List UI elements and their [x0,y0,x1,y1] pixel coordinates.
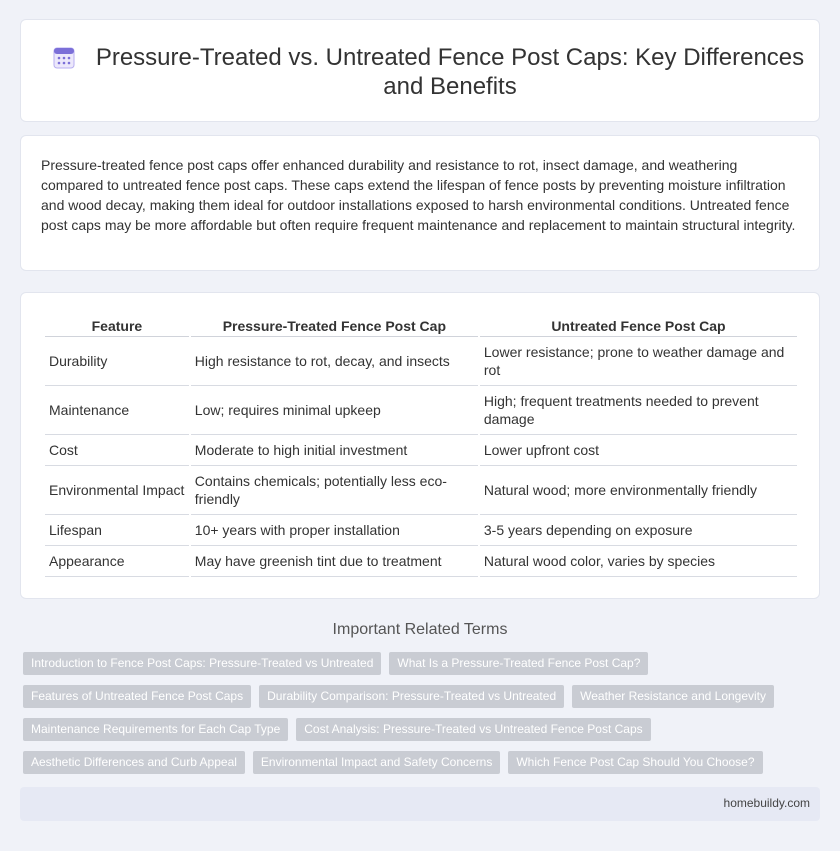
table-header-pressure-treated: Pressure-Treated Fence Post Cap [191,316,478,337]
page-title: Pressure-Treated vs. Untreated Fence Post Caps: Key Differences and Benefits [95,44,805,100]
table-row [45,435,797,466]
table-cell-feature: Lifespan [45,515,189,546]
table-cell-pressure-treated: Contains chemicals; potentially less eco-friendly [191,466,478,515]
table-cell-feature: Durability [45,337,189,386]
table-cell-untreated: High; frequent treatments needed to prevent damage [480,386,797,435]
related-term-tag[interactable]: Environmental Impact and Safety Concerns [253,751,500,774]
table-cell-pressure-treated: Moderate to high initial investment [191,435,478,466]
table-row [45,337,797,386]
intro-card [20,135,820,271]
footer [20,787,820,821]
table-cell-feature: Cost [45,435,189,466]
table-row [45,515,797,546]
related-term-tag[interactable]: Durability Comparison: Pressure-Treated vs Untreated [259,685,564,708]
related-terms-title: Important Related Terms [332,621,508,638]
table-cell-pressure-treated: Low; requires minimal upkeep [191,386,478,435]
related-term-tag[interactable]: Which Fence Post Cap Should You Choose? [508,751,762,774]
table-cell-feature: Appearance [45,546,189,577]
related-term-tag[interactable]: Maintenance Requirements for Each Cap Type [23,718,288,741]
related-term-tag[interactable]: What Is a Pressure-Treated Fence Post Cap? [389,652,648,675]
table-cell-feature: Maintenance [45,386,189,435]
table-cell-pressure-treated: May have greenish tint due to treatment [191,546,478,577]
comparison-table [43,316,799,577]
related-term-tag[interactable]: Weather Resistance and Longevity [572,685,774,708]
table-cell-untreated: Natural wood color, varies by species [480,546,797,577]
table-row [45,466,797,515]
related-term-tag[interactable]: Features of Untreated Fence Post Caps [23,685,251,708]
related-term-tag[interactable]: Cost Analysis: Pressure-Treated vs Untreated Fence Post Caps [296,718,650,741]
table-cell-untreated: 3-5 years depending on exposure [480,515,797,546]
comparison-card [20,292,820,599]
table-cell-untreated: Natural wood; more environmentally friendly [480,466,797,515]
table-row [45,546,797,577]
table-cell-feature: Environmental Impact [45,466,189,515]
related-terms-list [23,652,823,784]
related-term-tag[interactable]: Aesthetic Differences and Curb Appeal [23,751,245,774]
table-header-row [45,316,797,337]
table-cell-pressure-treated: High resistance to rot, decay, and insects [191,337,478,386]
related-term-tag[interactable]: Introduction to Fence Post Caps: Pressure-Treated vs Untreated [23,652,381,675]
table-header-feature: Feature [45,316,189,337]
intro-paragraph: Pressure-treated fence post caps offer enhanced durability and resistance to rot, insect damage, and weathering compared to untreated fence post caps. These caps extend the lifespan of fence posts by preventing moisture infiltration and wood decay, making them ideal for outdoor installations exposed to harsh environmental conditions. Untreated fence post caps may be more affordable but often require frequent maintenance and replacement to maintain structural integrity. [41,157,796,233]
table-cell-untreated: Lower resistance; prone to weather damage and rot [480,337,797,386]
table-cell-untreated: Lower upfront cost [480,435,797,466]
calculator-icon [52,46,76,70]
footer-site-link[interactable]: homebuildy.com [723,796,810,810]
table-cell-pressure-treated: 10+ years with proper installation [191,515,478,546]
table-header-untreated: Untreated Fence Post Cap [480,316,797,337]
table-row [45,386,797,435]
